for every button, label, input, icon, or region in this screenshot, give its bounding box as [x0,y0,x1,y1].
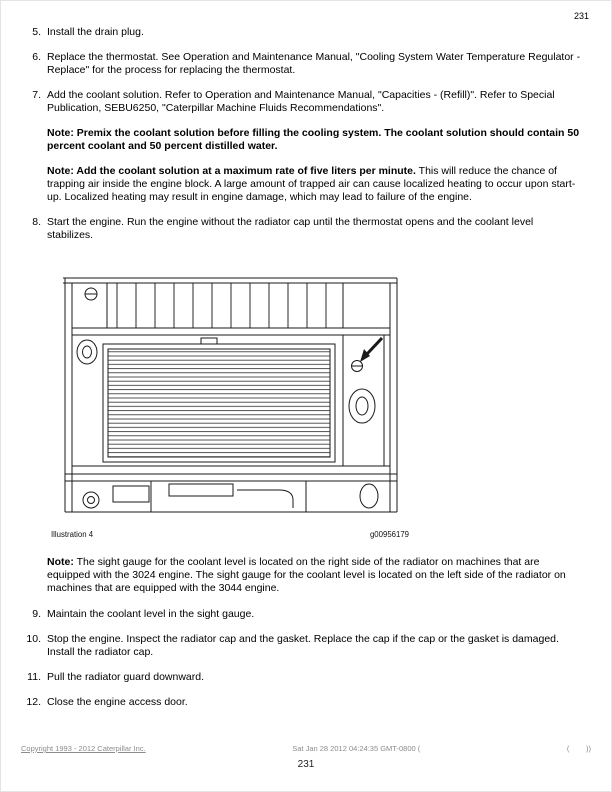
note-regular-text: The sight gauge for the coolant level is located on the right side of the radiator on machines that are equipped with the 3024 engine. The sight gauge for the coolant level is located on the left side of the radiator on machines that are equipped with the 3044 engine. [47,556,566,594]
illustration-caption-row [51,530,409,540]
radiator-line-drawing-image [51,270,409,524]
step-number: 7. [32,89,41,101]
bottom-page-number: 231 [297,759,315,770]
step-number: 8. [32,216,41,228]
note-fill-rate [47,165,581,204]
note-premix-coolant [47,127,581,153]
footer-timestamp: Sat Jan 28 2012 04:24:35 GMT-0800 ( [292,744,421,753]
step-7 [21,89,581,204]
step-number: 11. [27,671,41,683]
step-10 [21,633,581,659]
note-sight-gauge-location [47,556,581,595]
note-bold-text: Note: [47,556,74,568]
step-8 [21,216,581,242]
note-regular-text: This will reduce the chance of trapping air inside the engine block. A large amount of trapped air can cause localized heating to occur upon start-up. Localized heating may result in engine damage, which may lead to failure of the engine. [47,165,576,203]
step-12 [21,696,581,709]
step-text: Start the engine. Run the engine without the radiator cap until the thermostat opens and the coolant level stabilizes. [47,216,534,241]
step-5 [21,26,581,39]
procedure-content [1,1,611,709]
step-text-content: Add the coolant solution. Refer to Operation and Maintenance Manual, "Capacities - (Refill)". Refer to Special Publication, SEBU6250, "Caterpillar Machine Fluids Recommendations". [47,89,555,114]
step-number: 12. [26,696,41,708]
note-bold-text: Note: Premix the coolant solution before filling the cooling system. The coolant solution should contain 50 percent coolant and 50 percent distilled water. [47,127,580,152]
step-text [47,89,581,204]
pointer-arrow-icon [360,338,382,362]
top-page-number: 231 [573,11,589,21]
step-number: 6. [32,51,41,63]
note-bold-text: Note: Add the coolant solution at a maximum rate of five liters per minute. [47,165,416,177]
step-number: 5. [32,26,41,38]
step-text: Replace the thermostat. See Operation and Maintenance Manual, "Cooling System Water Temperature Regulator - Replace" for the process for replacing the thermostat. [47,51,581,76]
illustration-label: Illustration 4 [51,530,94,539]
footer-timezone-suffix: ( )) [566,744,591,753]
step-number: 10. [26,633,41,645]
step-text: Close the engine access door. [47,696,188,708]
step-text: Maintain the coolant level in the sight gauge. [47,608,255,620]
radiator-illustration [51,270,409,540]
page-footer [21,744,591,753]
step-6 [21,51,581,77]
step-number: 9. [32,608,41,620]
step-text: Install the drain plug. [47,26,144,38]
step-11 [21,671,581,684]
copyright-link[interactable]: Copyright 1993 - 2012 Caterpillar Inc. [21,744,146,753]
step-text: Pull the radiator guard downward. [47,671,205,683]
step-text: Stop the engine. Inspect the radiator cap and the gasket. Replace the cap if the cap or the gasket is damaged. Install the radiator cap. [47,633,559,658]
illustration-id: g00956179 [369,530,409,539]
step-9 [21,608,581,621]
